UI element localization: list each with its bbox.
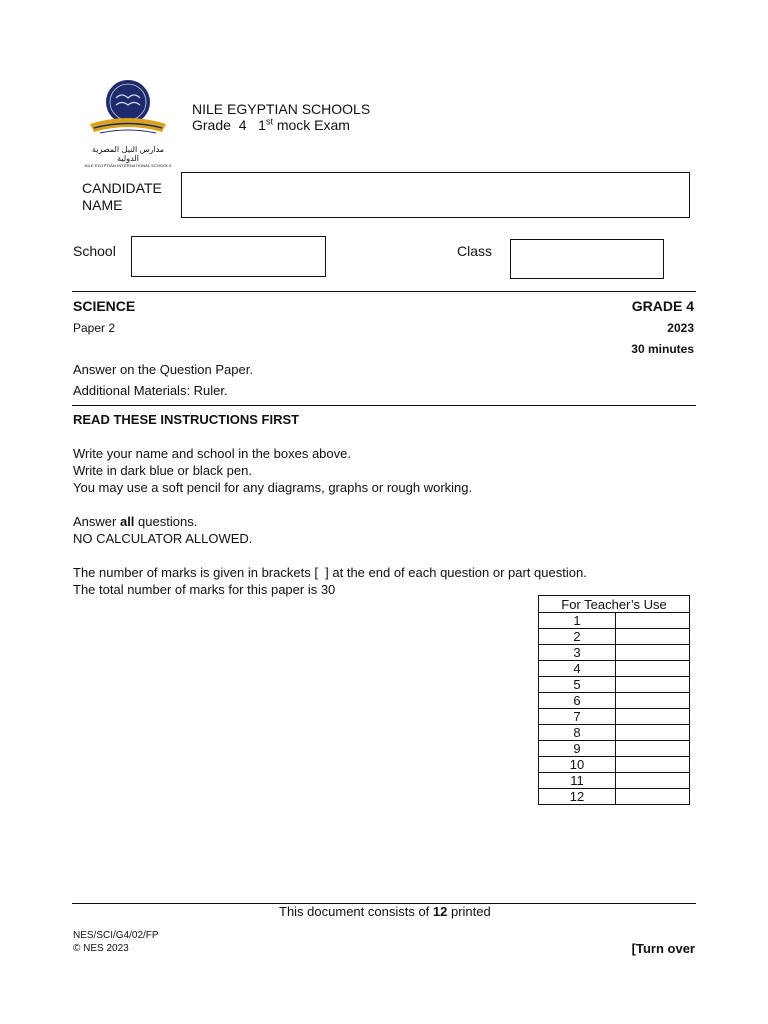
table-row bbox=[539, 725, 690, 741]
teachers-use-heading: For Teacher’s Use bbox=[539, 596, 690, 613]
answer-on-paper: Answer on the Question Paper. bbox=[73, 362, 253, 377]
answer-all-suffix: questions. bbox=[134, 514, 198, 529]
school-field[interactable] bbox=[131, 236, 326, 277]
subject-grade: GRADE 4 bbox=[631, 298, 694, 314]
question-number: 9 bbox=[539, 741, 616, 757]
instruction-line-1: Write your name and school in the boxes above. bbox=[73, 446, 351, 461]
school-logo bbox=[80, 78, 176, 168]
mark-cell[interactable] bbox=[616, 613, 690, 629]
turn-over: [Turn over bbox=[631, 941, 695, 956]
logo-emblem-icon bbox=[80, 78, 176, 140]
marks-brackets-line: The number of marks is given in brackets [ ] at the end of each question or part question. bbox=[73, 565, 587, 580]
teachers-use-table bbox=[538, 595, 690, 805]
candidate-name-field[interactable] bbox=[181, 172, 690, 218]
logo-arabic-text: مدارس النيل المصرية الدولية bbox=[91, 145, 165, 163]
mark-cell[interactable] bbox=[616, 645, 690, 661]
copyright-text: © NES 2023 bbox=[73, 943, 129, 954]
instruction-line-3: You may use a soft pencil for any diagrams, graphs or rough working. bbox=[73, 480, 473, 495]
mark-cell[interactable] bbox=[616, 773, 690, 789]
answer-all-prefix: Answer bbox=[73, 514, 120, 529]
question-number: 6 bbox=[539, 693, 616, 709]
divider-top bbox=[72, 291, 696, 292]
paper-number: Paper 2 bbox=[73, 321, 116, 335]
divider-middle bbox=[72, 405, 696, 406]
school-label: School bbox=[73, 243, 116, 259]
question-number: 3 bbox=[539, 645, 616, 661]
question-number: 4 bbox=[539, 661, 616, 677]
table-row bbox=[539, 661, 690, 677]
question-number: 8 bbox=[539, 725, 616, 741]
table-row bbox=[539, 709, 690, 725]
table-row bbox=[539, 629, 690, 645]
table-row bbox=[539, 693, 690, 709]
instructions-heading: READ THESE INSTRUCTIONS FIRST bbox=[73, 412, 300, 427]
question-number: 7 bbox=[539, 709, 616, 725]
table-row bbox=[539, 789, 690, 805]
instruction-answer-all bbox=[73, 513, 197, 530]
question-number: 10 bbox=[539, 757, 616, 773]
document-code: NES/SCI/G4/02/FP bbox=[73, 930, 159, 941]
instruction-line-2: Write in dark blue or black pen. bbox=[73, 463, 252, 478]
class-field[interactable] bbox=[510, 239, 664, 279]
table-row bbox=[539, 677, 690, 693]
question-number: 1 bbox=[539, 613, 616, 629]
table-row bbox=[539, 613, 690, 629]
exam-year: 2023 bbox=[667, 321, 694, 335]
exam-line-suffix: mock Exam bbox=[272, 117, 350, 133]
class-label: Class bbox=[457, 243, 493, 259]
mark-cell[interactable] bbox=[616, 741, 690, 757]
mark-cell[interactable] bbox=[616, 757, 690, 773]
mark-cell[interactable] bbox=[616, 629, 690, 645]
exam-line-sup: st bbox=[265, 116, 273, 127]
candidate-label-line1: CANDIDATE bbox=[82, 180, 162, 196]
question-number: 2 bbox=[539, 629, 616, 645]
answer-all-bold: all bbox=[119, 514, 135, 529]
page-count-prefix: This document consists of bbox=[279, 904, 433, 919]
mark-cell[interactable] bbox=[616, 789, 690, 805]
exam-line-grade: Grade 4 1 bbox=[192, 117, 266, 133]
mark-cell[interactable] bbox=[616, 725, 690, 741]
additional-materials: Additional Materials: Ruler. bbox=[73, 383, 228, 398]
teachers-use-header-row bbox=[539, 596, 690, 613]
mark-cell[interactable] bbox=[616, 709, 690, 725]
subject-title: SCIENCE bbox=[73, 298, 136, 314]
mark-cell[interactable] bbox=[616, 677, 690, 693]
question-number: 12 bbox=[539, 789, 616, 805]
table-row bbox=[539, 757, 690, 773]
candidate-label-line2: NAME bbox=[82, 197, 123, 213]
question-number: 5 bbox=[539, 677, 616, 693]
page-count-suffix: printed bbox=[447, 904, 491, 919]
candidate-name-label bbox=[82, 180, 162, 214]
page-count-note bbox=[279, 903, 491, 920]
mark-cell[interactable] bbox=[616, 693, 690, 709]
table-row bbox=[539, 645, 690, 661]
page-count-number: 12 bbox=[432, 904, 448, 919]
total-marks-line: The total number of marks for this paper is 30 bbox=[73, 582, 336, 597]
table-row bbox=[539, 741, 690, 757]
exam-line bbox=[192, 117, 350, 134]
school-name: NILE EGYPTIAN SCHOOLS bbox=[192, 101, 371, 117]
question-number: 11 bbox=[539, 773, 616, 789]
logo-english-text: NILE EGYPTIAN INTERNATIONAL SCHOOLS bbox=[84, 163, 172, 168]
exam-duration: 30 minutes bbox=[631, 342, 694, 356]
mark-cell[interactable] bbox=[616, 661, 690, 677]
no-calculator: NO CALCULATOR ALLOWED. bbox=[73, 531, 253, 546]
table-row bbox=[539, 773, 690, 789]
